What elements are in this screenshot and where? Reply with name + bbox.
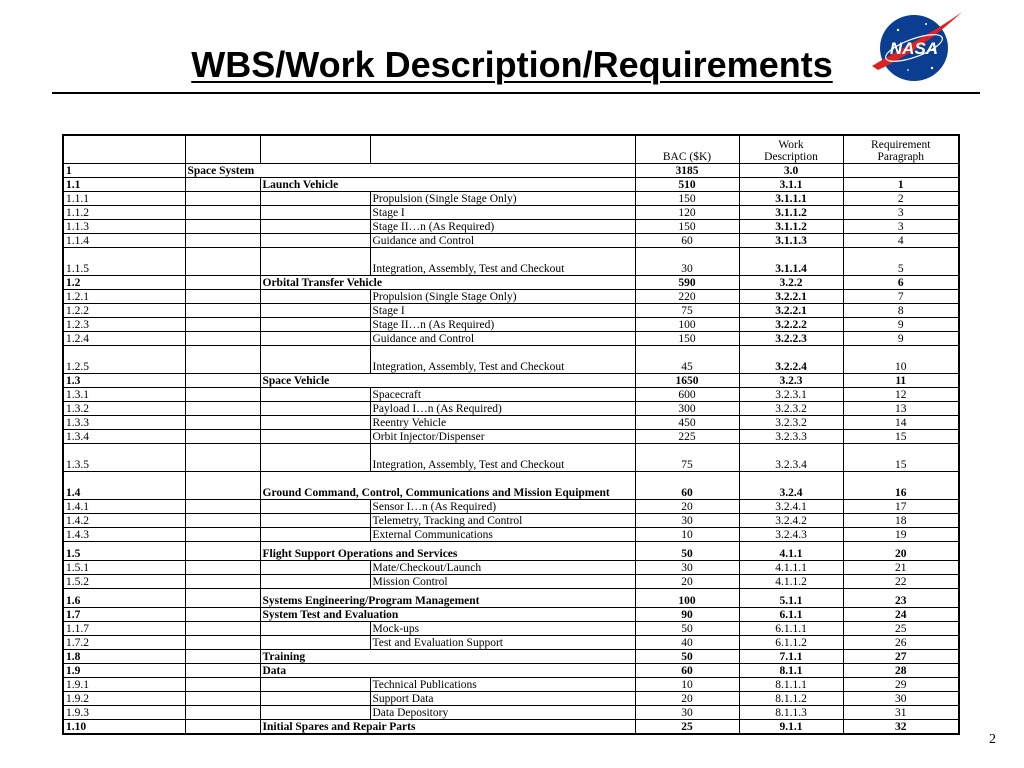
wbs-spacer [185,220,260,234]
wbs-bac: 3185 [635,164,739,178]
table-row [63,248,959,276]
wbs-work-description: 6.1.1.2 [739,636,843,650]
wbs-work-description: 7.1.1 [739,650,843,664]
wbs-id: 1.9.3 [63,706,185,720]
wbs-name: Systems Engineering/Program Management [260,589,635,608]
wbs-spacer [260,514,370,528]
wbs-bac: 60 [635,234,739,248]
wbs-spacer [185,514,260,528]
wbs-id: 1.5.2 [63,575,185,589]
wbs-requirement: 22 [843,575,959,589]
wbs-bac: 30 [635,561,739,575]
wbs-spacer [260,561,370,575]
wbs-work-description: 3.2.4 [739,472,843,500]
wbs-spacer [185,402,260,416]
wbs-work-description: 3.2.3.3 [739,430,843,444]
wbs-spacer [260,388,370,402]
wbs-work-description: 3.2.4.2 [739,514,843,528]
wbs-bac: 590 [635,276,739,290]
wbs-bac: 90 [635,608,739,622]
wbs-requirement: 3 [843,206,959,220]
wbs-id: 1.2.4 [63,332,185,346]
wbs-bac: 150 [635,192,739,206]
wbs-requirement: 4 [843,234,959,248]
wbs-work-description: 3.2.4.1 [739,500,843,514]
wbs-table [62,134,960,735]
wbs-bac: 25 [635,720,739,735]
header-requirement-paragraph [843,135,959,164]
wbs-id: 1.4.3 [63,528,185,542]
wbs-name: Propulsion (Single Stage Only) [370,290,635,304]
wbs-spacer [260,575,370,589]
wbs-requirement: 15 [843,444,959,472]
table-row [63,542,959,561]
table-row [63,290,959,304]
wbs-requirement: 30 [843,692,959,706]
wbs-name: Stage I [370,206,635,220]
wbs-spacer [260,402,370,416]
wbs-bac: 10 [635,678,739,692]
wbs-requirement: 9 [843,318,959,332]
wbs-spacer [185,622,260,636]
table-row [63,528,959,542]
wbs-spacer [260,290,370,304]
wbs-bac: 20 [635,692,739,706]
table-row [63,664,959,678]
wbs-bac: 30 [635,248,739,276]
wbs-id: 1.4.2 [63,514,185,528]
wbs-requirement: 17 [843,500,959,514]
wbs-spacer [185,444,260,472]
wbs-spacer [260,346,370,374]
wbs-name: Guidance and Control [370,234,635,248]
wbs-work-description: 3.2.3.4 [739,444,843,472]
wbs-requirement: 1 [843,178,959,192]
wbs-work-description: 3.2.2.4 [739,346,843,374]
table-row [63,444,959,472]
wbs-id: 1.10 [63,720,185,735]
wbs-spacer [185,290,260,304]
table-header-row [63,135,959,164]
wbs-id: 1.2.2 [63,304,185,318]
table-row [63,692,959,706]
wbs-work-description: 4.1.1 [739,542,843,561]
wbs-bac: 50 [635,650,739,664]
wbs-id: 1.1.5 [63,248,185,276]
wbs-bac: 20 [635,575,739,589]
wbs-spacer [260,234,370,248]
wbs-requirement: 7 [843,290,959,304]
wbs-spacer [185,248,260,276]
wbs-spacer [185,608,260,622]
wbs-spacer [185,636,260,650]
wbs-spacer [260,500,370,514]
wbs-requirement [843,164,959,178]
wbs-spacer [185,692,260,706]
wbs-name: Reentry Vehicle [370,416,635,430]
wbs-name: Integration, Assembly, Test and Checkout [370,248,635,276]
wbs-work-description: 3.1.1 [739,178,843,192]
nasa-logo [868,8,964,84]
header-work-description [739,135,843,164]
wbs-spacer [260,248,370,276]
wbs-bac: 1650 [635,374,739,388]
wbs-work-description: 3.1.1.2 [739,206,843,220]
wbs-bac: 220 [635,290,739,304]
wbs-table-body [63,135,959,734]
wbs-spacer [260,528,370,542]
wbs-work-description: 3.2.2.2 [739,318,843,332]
wbs-name: Orbital Transfer Vehicle [260,276,635,290]
wbs-bac: 10 [635,528,739,542]
wbs-name: Stage II…n (As Required) [370,220,635,234]
wbs-name: Telemetry, Tracking and Control [370,514,635,528]
wbs-name: Payload I…n (As Required) [370,402,635,416]
wbs-id: 1.2.5 [63,346,185,374]
wbs-spacer [185,472,260,500]
wbs-id: 1.3.4 [63,430,185,444]
table-row [63,164,959,178]
table-row [63,346,959,374]
wbs-work-description: 4.1.1.2 [739,575,843,589]
wbs-work-description: 3.2.3.1 [739,388,843,402]
table-row [63,706,959,720]
wbs-id: 1.9.2 [63,692,185,706]
table-row [63,318,959,332]
wbs-bac: 150 [635,220,739,234]
wbs-bac: 450 [635,416,739,430]
wbs-id: 1.6 [63,589,185,608]
wbs-name: Space System [185,164,635,178]
wbs-requirement: 25 [843,622,959,636]
wbs-work-description: 8.1.1.1 [739,678,843,692]
wbs-bac: 30 [635,514,739,528]
table-row [63,332,959,346]
wbs-bac: 300 [635,402,739,416]
wbs-spacer [185,589,260,608]
wbs-requirement: 16 [843,472,959,500]
wbs-name: Launch Vehicle [260,178,635,192]
wbs-id: 1.3.2 [63,402,185,416]
wbs-id: 1.5 [63,542,185,561]
wbs-name: Sensor I…n (As Required) [370,500,635,514]
table-row [63,608,959,622]
wbs-work-description: 3.0 [739,164,843,178]
wbs-id: 1 [63,164,185,178]
wbs-requirement: 18 [843,514,959,528]
wbs-spacer [185,561,260,575]
nasa-logo-text: NASA [889,39,939,58]
wbs-name: External Communications [370,528,635,542]
wbs-id: 1.1 [63,178,185,192]
wbs-spacer [185,650,260,664]
header-work-line1: Work [778,139,804,151]
wbs-bac: 45 [635,346,739,374]
wbs-id: 1.2.3 [63,318,185,332]
wbs-requirement: 12 [843,388,959,402]
wbs-requirement: 11 [843,374,959,388]
wbs-bac: 225 [635,430,739,444]
wbs-work-description: 4.1.1.1 [739,561,843,575]
wbs-requirement: 6 [843,276,959,290]
wbs-spacer [185,720,260,735]
wbs-spacer [185,192,260,206]
header-req-line1: Requirement [871,139,931,151]
wbs-spacer [260,304,370,318]
wbs-work-description: 3.2.2.3 [739,332,843,346]
wbs-name: Stage II…n (As Required) [370,318,635,332]
wbs-spacer [185,178,260,192]
table-row [63,561,959,575]
wbs-requirement: 19 [843,528,959,542]
header-req-line2: Paragraph [877,151,925,163]
wbs-id: 1.1.7 [63,622,185,636]
wbs-requirement: 13 [843,402,959,416]
page-title-text: WBS/Work Description/Requirements [191,44,833,85]
wbs-spacer [185,234,260,248]
wbs-name: Integration, Assembly, Test and Checkout [370,444,635,472]
table-row [63,636,959,650]
wbs-spacer [185,318,260,332]
wbs-bac: 75 [635,304,739,318]
wbs-requirement: 10 [843,346,959,374]
table-row [63,430,959,444]
header-bac: BAC ($K) [635,135,739,164]
table-row [63,472,959,500]
wbs-name: Propulsion (Single Stage Only) [370,192,635,206]
wbs-id: 1.4.1 [63,500,185,514]
wbs-name: System Test and Evaluation [260,608,635,622]
wbs-spacer [260,430,370,444]
wbs-work-description: 3.2.2 [739,276,843,290]
header-cell-blank [260,135,370,164]
wbs-work-description: 3.2.4.3 [739,528,843,542]
table-row [63,304,959,318]
wbs-spacer [260,332,370,346]
wbs-spacer [185,332,260,346]
wbs-bac: 20 [635,500,739,514]
wbs-name: Guidance and Control [370,332,635,346]
table-row [63,402,959,416]
wbs-name: Mock-ups [370,622,635,636]
wbs-work-description: 3.2.2.1 [739,290,843,304]
wbs-work-description: 8.1.1.2 [739,692,843,706]
wbs-spacer [185,664,260,678]
wbs-name: Spacecraft [370,388,635,402]
wbs-requirement: 29 [843,678,959,692]
wbs-requirement: 3 [843,220,959,234]
wbs-work-description: 5.1.1 [739,589,843,608]
wbs-id: 1.1.1 [63,192,185,206]
wbs-spacer [185,706,260,720]
table-row [63,514,959,528]
wbs-spacer [260,622,370,636]
wbs-work-description: 3.1.1.1 [739,192,843,206]
wbs-name: Training [260,650,635,664]
wbs-id: 1.1.3 [63,220,185,234]
wbs-spacer [260,206,370,220]
wbs-requirement: 2 [843,192,959,206]
wbs-spacer [260,416,370,430]
wbs-spacer [185,416,260,430]
wbs-name: Space Vehicle [260,374,635,388]
wbs-id: 1.2.1 [63,290,185,304]
wbs-id: 1.9 [63,664,185,678]
wbs-work-description: 3.2.3.2 [739,402,843,416]
title-rule [52,92,980,94]
wbs-name: Stage I [370,304,635,318]
wbs-spacer [185,346,260,374]
header-cell-id [63,135,185,164]
wbs-requirement: 20 [843,542,959,561]
wbs-work-description: 3.1.1.2 [739,220,843,234]
header-cell-blank [185,135,260,164]
wbs-spacer [185,304,260,318]
wbs-spacer [260,192,370,206]
wbs-work-description: 3.1.1.3 [739,234,843,248]
wbs-name: Technical Publications [370,678,635,692]
wbs-name: Orbit Injector/Dispenser [370,430,635,444]
wbs-name: Data [260,664,635,678]
wbs-bac: 120 [635,206,739,220]
wbs-bac: 60 [635,664,739,678]
wbs-work-description: 9.1.1 [739,720,843,735]
table-row [63,500,959,514]
wbs-id: 1.3 [63,374,185,388]
wbs-id: 1.8 [63,650,185,664]
wbs-spacer [260,220,370,234]
wbs-work-description: 6.1.1.1 [739,622,843,636]
wbs-name: Flight Support Operations and Services [260,542,635,561]
table-row [63,650,959,664]
wbs-bac: 50 [635,622,739,636]
wbs-name: Test and Evaluation Support [370,636,635,650]
wbs-bac: 100 [635,318,739,332]
wbs-requirement: 31 [843,706,959,720]
wbs-bac: 50 [635,542,739,561]
wbs-id: 1.5.1 [63,561,185,575]
wbs-work-description: 6.1.1 [739,608,843,622]
page-number: 2 [989,732,996,747]
wbs-requirement: 28 [843,664,959,678]
wbs-name: Initial Spares and Repair Parts [260,720,635,735]
wbs-spacer [185,276,260,290]
wbs-name: Integration, Assembly, Test and Checkout [370,346,635,374]
table-row [63,276,959,290]
wbs-spacer [185,528,260,542]
wbs-requirement: 9 [843,332,959,346]
table-row [63,589,959,608]
header-work-line2: Description [764,151,818,163]
wbs-requirement: 32 [843,720,959,735]
wbs-spacer [260,678,370,692]
wbs-id: 1.3.3 [63,416,185,430]
wbs-bac: 150 [635,332,739,346]
wbs-bac: 40 [635,636,739,650]
wbs-spacer [185,678,260,692]
table-row [63,206,959,220]
wbs-spacer [260,318,370,332]
wbs-spacer [185,575,260,589]
wbs-name: Mate/Checkout/Launch [370,561,635,575]
wbs-name: Support Data [370,692,635,706]
wbs-name: Ground Command, Control, Communications and Mission Equipment [260,472,635,500]
wbs-spacer [260,636,370,650]
wbs-work-description: 3.1.1.4 [739,248,843,276]
wbs-work-description: 8.1.1.3 [739,706,843,720]
wbs-work-description: 3.2.2.1 [739,304,843,318]
wbs-name: Data Depository [370,706,635,720]
wbs-id: 1.4 [63,472,185,500]
table-row [63,374,959,388]
wbs-work-description: 8.1.1 [739,664,843,678]
wbs-work-description: 3.2.3 [739,374,843,388]
header-cell-blank [370,135,635,164]
wbs-spacer [260,444,370,472]
wbs-id: 1.3.5 [63,444,185,472]
table-row [63,622,959,636]
wbs-bac: 30 [635,706,739,720]
table-row [63,416,959,430]
wbs-id: 1.9.1 [63,678,185,692]
wbs-name: Mission Control [370,575,635,589]
wbs-requirement: 15 [843,430,959,444]
table-row [63,234,959,248]
wbs-requirement: 27 [843,650,959,664]
table-row [63,678,959,692]
wbs-requirement: 23 [843,589,959,608]
wbs-id: 1.3.1 [63,388,185,402]
wbs-spacer [185,500,260,514]
wbs-id: 1.2 [63,276,185,290]
wbs-spacer [185,388,260,402]
wbs-id: 1.7.2 [63,636,185,650]
wbs-spacer [185,206,260,220]
wbs-id: 1.7 [63,608,185,622]
wbs-requirement: 14 [843,416,959,430]
table-row [63,388,959,402]
wbs-spacer [260,692,370,706]
wbs-bac: 60 [635,472,739,500]
table-row [63,575,959,589]
wbs-id: 1.1.2 [63,206,185,220]
table-row [63,178,959,192]
wbs-spacer [260,706,370,720]
wbs-requirement: 26 [843,636,959,650]
wbs-requirement: 24 [843,608,959,622]
wbs-requirement: 8 [843,304,959,318]
wbs-bac: 100 [635,589,739,608]
wbs-spacer [185,374,260,388]
wbs-bac: 600 [635,388,739,402]
table-row [63,220,959,234]
wbs-bac: 510 [635,178,739,192]
wbs-id: 1.1.4 [63,234,185,248]
wbs-work-description: 3.2.3.2 [739,416,843,430]
wbs-spacer [185,542,260,561]
table-row [63,192,959,206]
table-row [63,720,959,735]
wbs-bac: 75 [635,444,739,472]
wbs-requirement: 21 [843,561,959,575]
wbs-requirement: 5 [843,248,959,276]
wbs-spacer [185,430,260,444]
